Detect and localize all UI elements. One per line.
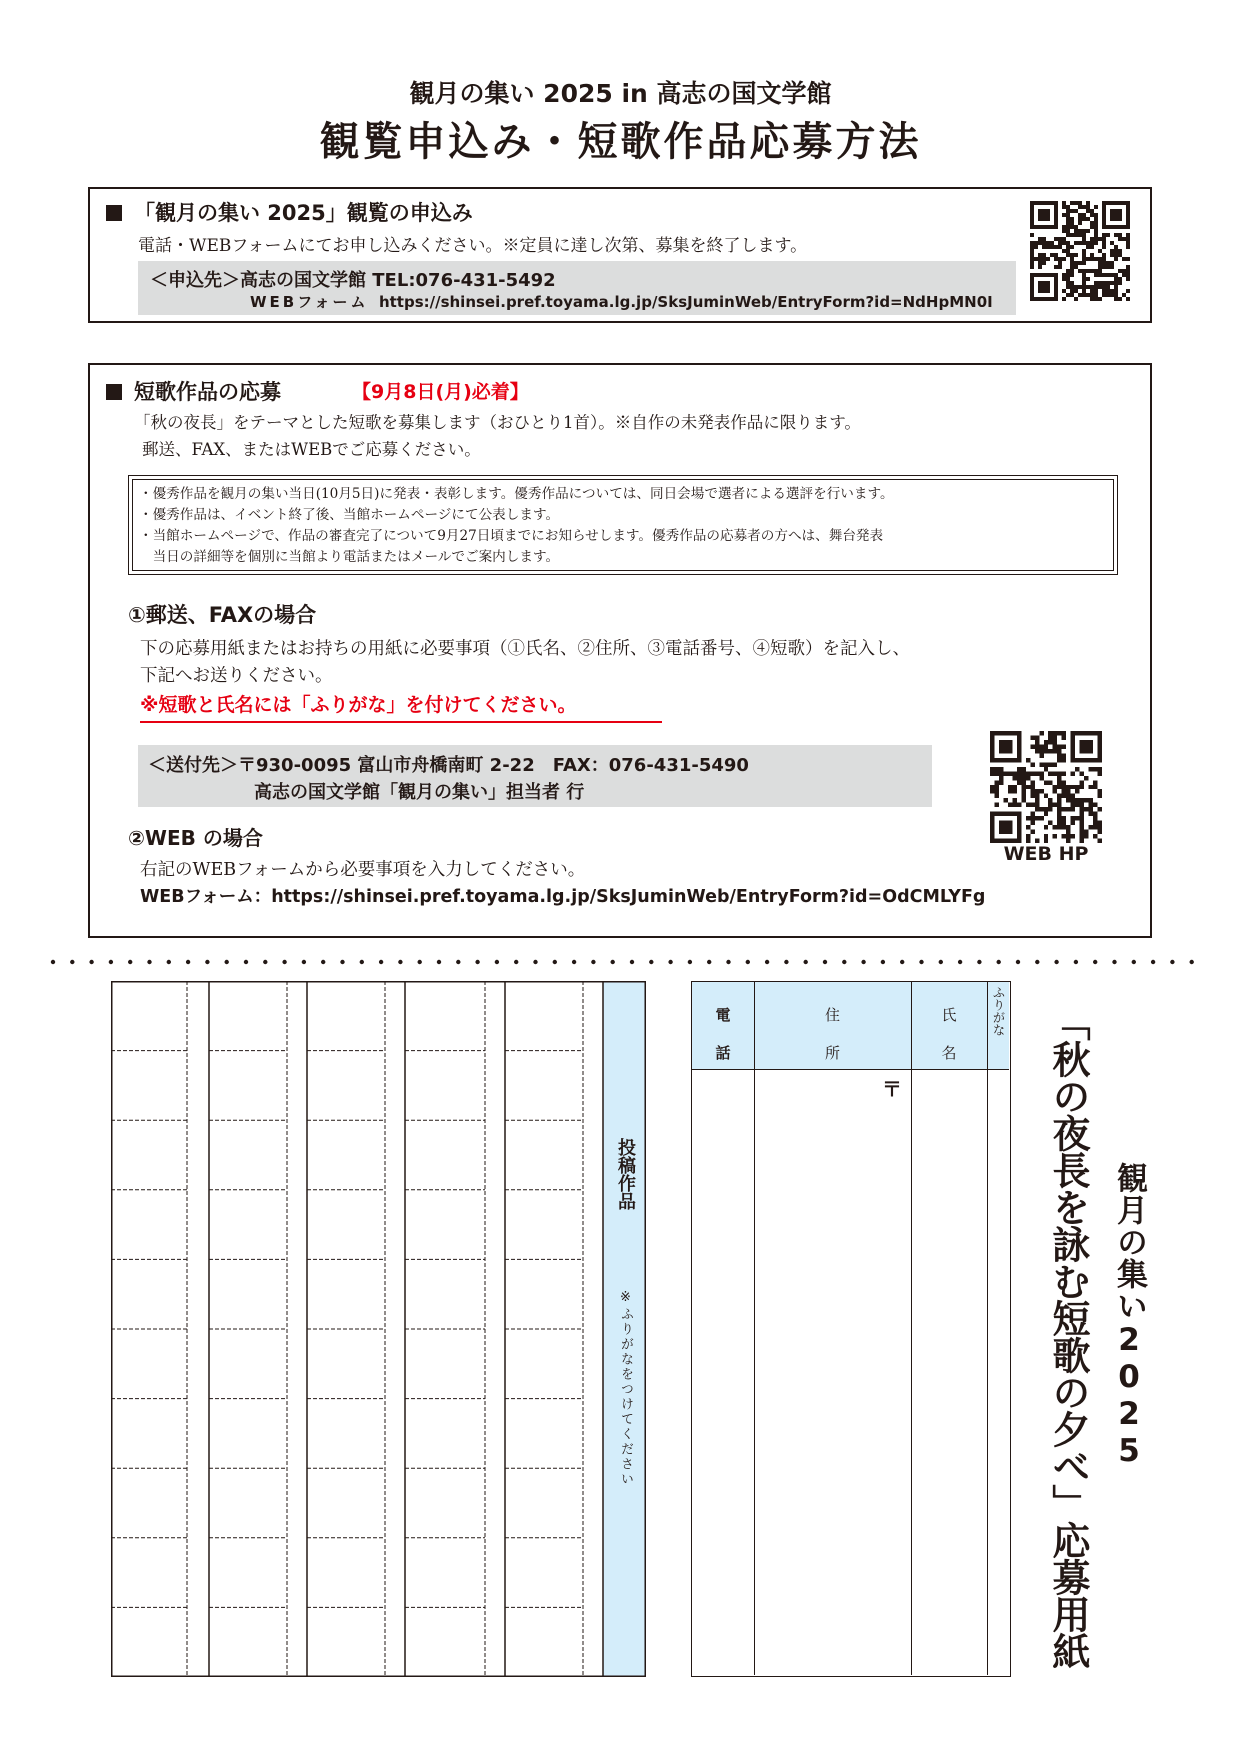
cut-dot (1112, 960, 1116, 964)
qr-code-icon[interactable] (990, 731, 1102, 843)
cut-dot (997, 960, 1001, 964)
cut-dot (861, 960, 865, 964)
cut-dot (746, 960, 750, 964)
mailing-address-line-1: ＜送付先＞〒930-0095 富山市舟橋南町 2-22 FAX：076-431-5490 (148, 755, 749, 776)
cut-dot (1132, 960, 1136, 964)
cut-dot (919, 960, 923, 964)
cut-dot (475, 960, 479, 964)
contact-panel (138, 261, 1016, 315)
cut-dot (109, 960, 113, 964)
page-title: 観覧申込み・短歌作品応募方法 (319, 119, 922, 165)
qr-caption: WEB HP (1003, 843, 1089, 865)
cut-dot (649, 960, 653, 964)
web-form-link-2[interactable]: WEBフォーム：https://shinsei.pref.toyama.lg.jp/SksJuminWeb/EntryForm?id=OdCMLYFg (140, 887, 986, 907)
cut-dot (1074, 960, 1078, 964)
cut-dot (572, 960, 576, 964)
viewing-application-section (88, 187, 1152, 323)
viewing-heading-text: 「観月の集い 2025」観覧の申込み (134, 201, 473, 225)
notes-list (139, 484, 894, 568)
entry-form-table (691, 981, 1011, 1677)
cut-dot (70, 960, 74, 964)
deadline-badge: 【9月8日(月)必着】 (352, 381, 529, 403)
header-address-char: 住 (824, 1006, 840, 1024)
tanka-intro-2: 郵送、FAX、またはWEBでご応募ください。 (142, 440, 481, 459)
cut-dot (553, 960, 557, 964)
header-furigana: ふりがな (991, 986, 1006, 1036)
cut-dot (1151, 960, 1155, 964)
tanka-submission-section (88, 363, 1152, 938)
cut-dot (205, 960, 209, 964)
contact-label: ＜申込先＞高志の国文学館 (150, 270, 366, 291)
header-phone-char: 話 (715, 1044, 731, 1062)
cut-dot (533, 960, 537, 964)
cut-dot (1016, 960, 1020, 964)
note-item: ・当館ホームページで、作品の審査完了について9月27日頃までにお知らせします。優秀作品の応募者の方へは、舞台発表 (139, 528, 884, 544)
cut-line-dotted (50, 959, 1200, 965)
cut-dot (244, 960, 248, 964)
cut-dot (784, 960, 788, 964)
cut-dot (611, 960, 615, 964)
cut-dot (688, 960, 692, 964)
header-address-char: 所 (824, 1044, 840, 1062)
header-phone (692, 996, 754, 1072)
contact-line (150, 266, 556, 292)
submission-label: 投稿作品 (615, 1138, 636, 1210)
cut-dot (668, 960, 672, 964)
mail-fax-heading: ①郵送、FAXの場合 (128, 603, 317, 627)
cut-dot (939, 960, 943, 964)
cut-dot (514, 960, 518, 964)
furigana-field[interactable] (988, 1071, 1009, 1674)
cut-dot (900, 960, 904, 964)
cut-dot (418, 960, 422, 964)
header-name (911, 996, 987, 1072)
furigana-warning: ※短歌と氏名には「ふりがな」を付けてください。 (140, 690, 662, 723)
cut-dot (225, 960, 229, 964)
note-item: ・優秀作品は、イベント終了後、当館ホームページにて公表します。 (139, 507, 560, 523)
web-heading: ②WEB の場合 (128, 826, 263, 850)
name-field[interactable] (912, 1071, 986, 1674)
cut-dot (340, 960, 344, 964)
event-subtitle: 観月の集い 2025 in 高志の国文学館 (409, 79, 832, 108)
contact-tel: TEL:076-431-5492 (372, 270, 556, 291)
square-bullet-icon (106, 205, 122, 221)
phone-field[interactable] (692, 1071, 753, 1674)
web-form-line (250, 291, 993, 312)
cut-dot (881, 960, 885, 964)
mail-fax-line-1: 下の応募用紙またはお持ちの用紙に必要事項（①氏名、②住所、③電話番号、④短歌）を記入し、 (140, 639, 910, 659)
cut-dot (147, 960, 151, 964)
web-form-link[interactable]: https://shinsei.pref.toyama.lg.jp/SksJuminWeb/EntryForm?id=NdHpMN0I (378, 293, 993, 311)
cut-dot (128, 960, 132, 964)
tanka-intro-1: 「秋の夜長」をテーマとした短歌を募集します（おひとり1首）。※自作の未発表作品に限ります。 (134, 413, 861, 432)
qr-code-icon[interactable] (1030, 201, 1130, 301)
note-item: ・優秀作品を観月の集い当日(10月5日)に発表・表彰します。優秀作品については、同日会場で選者による選評を行います。 (139, 486, 894, 502)
cut-dot (958, 960, 962, 964)
cut-dot (804, 960, 808, 964)
header-name-char: 氏 (941, 1006, 957, 1024)
cut-dot (360, 960, 364, 964)
cut-dot (1054, 960, 1058, 964)
viewing-heading (106, 197, 473, 227)
cut-dot (765, 960, 769, 964)
notes-box (128, 475, 1118, 575)
submission-note: ※ふりがなをつけてください (618, 1290, 633, 1487)
cut-dot (51, 960, 55, 964)
cut-dot (1170, 960, 1174, 964)
cut-dot (842, 960, 846, 964)
cut-dot (89, 960, 93, 964)
header-name-char: 名 (941, 1044, 957, 1062)
cut-dot (456, 960, 460, 964)
web-line-1: 右記のWEBフォームから必要事項を入力してください。 (140, 860, 586, 880)
cut-dot (591, 960, 595, 964)
web-form-label: WEBフォーム (250, 293, 369, 311)
mail-fax-line-2: 下記へお送りください。 (140, 666, 333, 686)
mailing-address-line-2: 高志の国文学館「観月の集い」担当者 行 (254, 782, 585, 803)
cut-dot (823, 960, 827, 964)
cut-dot (495, 960, 499, 964)
cut-dot (282, 960, 286, 964)
cut-dot (437, 960, 441, 964)
cut-dot (186, 960, 190, 964)
form-side-subtitle: 観月の集い2025 (1111, 1162, 1147, 1470)
postal-mark: 〒 (882, 1077, 902, 1101)
square-bullet-icon (106, 384, 122, 400)
cut-dot (1093, 960, 1097, 964)
cut-dot (977, 960, 981, 964)
tanka-heading (106, 376, 281, 406)
viewing-body: 電話・WEBフォームにてお申し込みください。※定員に達し次第、募集を終了します。 (138, 236, 808, 256)
cut-dot (379, 960, 383, 964)
tanka-writing-grid[interactable] (111, 981, 646, 1677)
cut-dot (398, 960, 402, 964)
header-phone-char: 電 (715, 1006, 731, 1024)
cut-dot (302, 960, 306, 964)
note-item: 当日の詳細等を個別に当館より電話またはメールでご案内します。 (139, 549, 560, 565)
cut-dot (1190, 960, 1194, 964)
header-address (754, 996, 911, 1072)
cut-dot (707, 960, 711, 964)
cut-dot (321, 960, 325, 964)
tanka-heading-text: 短歌作品の応募 (134, 380, 281, 404)
cut-dot (167, 960, 171, 964)
mailing-address-panel (138, 745, 932, 807)
cut-dot (1035, 960, 1039, 964)
cut-dot (263, 960, 267, 964)
form-side-title: 「秋の夜長を詠む短歌の夕べ」応募用紙 (1046, 1003, 1090, 1669)
cut-dot (726, 960, 730, 964)
cut-dot (630, 960, 634, 964)
address-field[interactable] (755, 1071, 910, 1674)
